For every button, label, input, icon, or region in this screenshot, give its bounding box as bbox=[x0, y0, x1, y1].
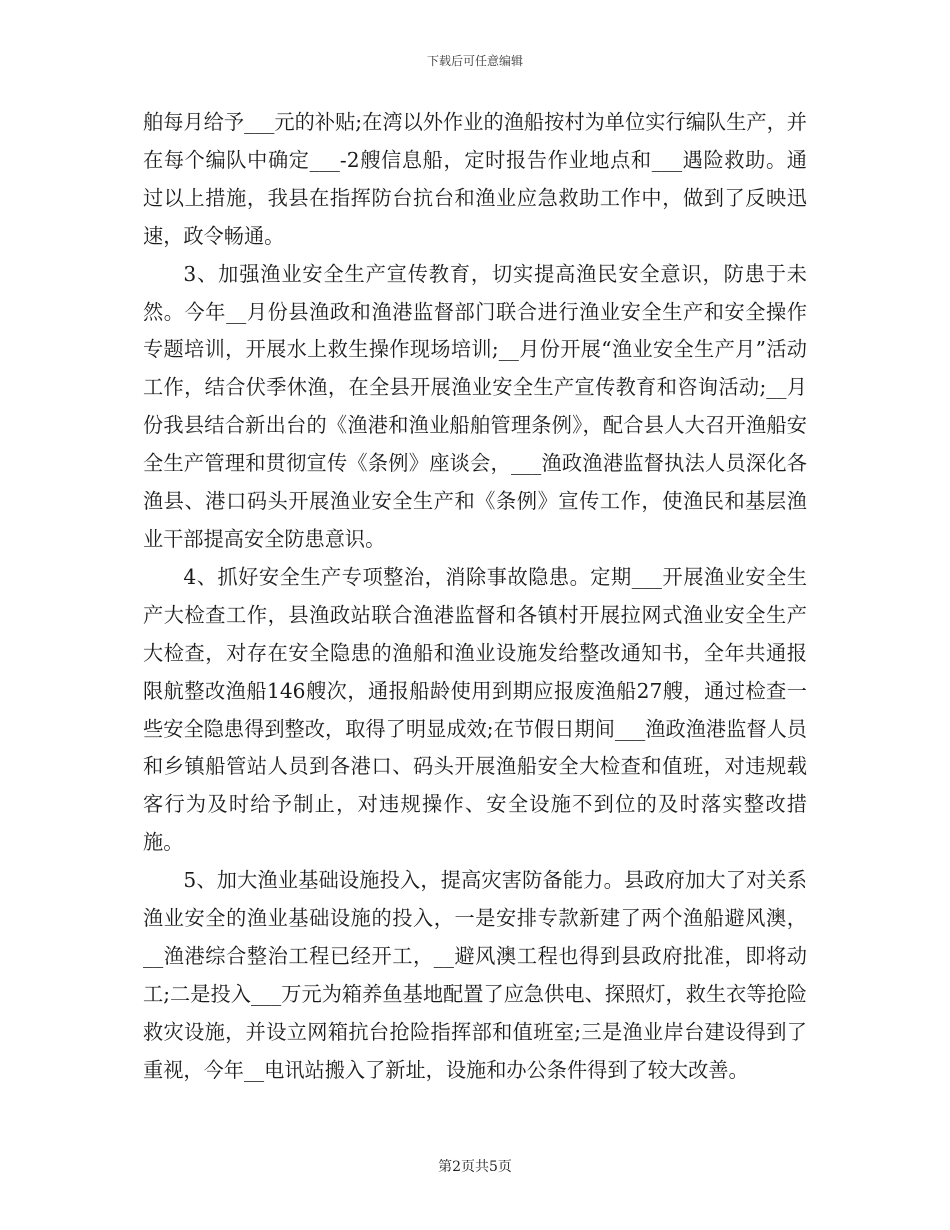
paragraph-section-5: 5、加大渔业基础设施投入，提高灾害防备能力。县政府加大了对关系渔业安全的渔业基础设施的投入，一是安排专款新建了两个渔船避风澳，__渔港综合整治工程已经开工，__避风澳工程也得到县政府批准，即将动工;二是投入___万元为箱养鱼基地配置了应急供电、探照灯，救生衣等抢险救灾设施，并设立网箱抗台抢险指挥部和值班室;三是渔业岸台建设得到了重视，今年__电讯站搬入了新址，设施和办公条件得到了较大改善。 bbox=[143, 868, 807, 1082]
document-body bbox=[143, 104, 807, 1090]
paragraph-continuation: 舶每月给予___元的补贴;在湾以外作业的渔船按村为单位实行编队生产，并在每个编队中确定___-2艘信息船，定时报告作业地点和___遇险救助。通过以上措施，我县在指挥防台抗台和渔业应急救助工作中，做到了反映迅速，政令畅通。 bbox=[143, 110, 807, 248]
paragraph-section-3: 3、加强渔业安全生产宣传教育，切实提高渔民安全意识，防患于未然。今年__月份县渔政和渔港监督部门联合进行渔业安全生产和安全操作专题培训，开展水上救生操作现场培训;__月份开展“渔业安全生产月”活动工作，结合伏季休渔，在全县开展渔业安全生产宣传教育和咨询活动;__月份我县结合新出台的《渔港和渔业船舶管理条例》，配合县人大召开渔船安全生产管理和贯彻宣传《条例》座谈会，___渔政渔港监督执法人员深化各渔县、港口码头开展渔业安全生产和《条例》宣传工作，使渔民和基层渔业干部提高安全防患意识。 bbox=[143, 261, 807, 551]
page-header: 下载后可任意编辑 bbox=[426, 54, 523, 68]
page-footer: 第2页共5页 bbox=[438, 1159, 512, 1175]
paragraph-section-4: 4、抓好安全生产专项整治，消除事故隐患。定期___开展渔业安全生产大检查工作，县渔政站联合渔港监督和各镇村开展拉网式渔业安全生产大检查，对存在安全隐患的渔船和渔业设施发给整改通知书，全年共通报限航整改渔船146艘次，通报船龄使用到期应报废渔船27艘，通过检查一些安全隐患得到整改，取得了明显成效;在节假日期间___渔政渔港监督人员和乡镇船管站人员到各港口、码头开展渔船安全大检查和值班，对违规载客行为及时给予制止，对违规操作、安全设施不到位的及时落实整改措施。 bbox=[143, 564, 807, 855]
